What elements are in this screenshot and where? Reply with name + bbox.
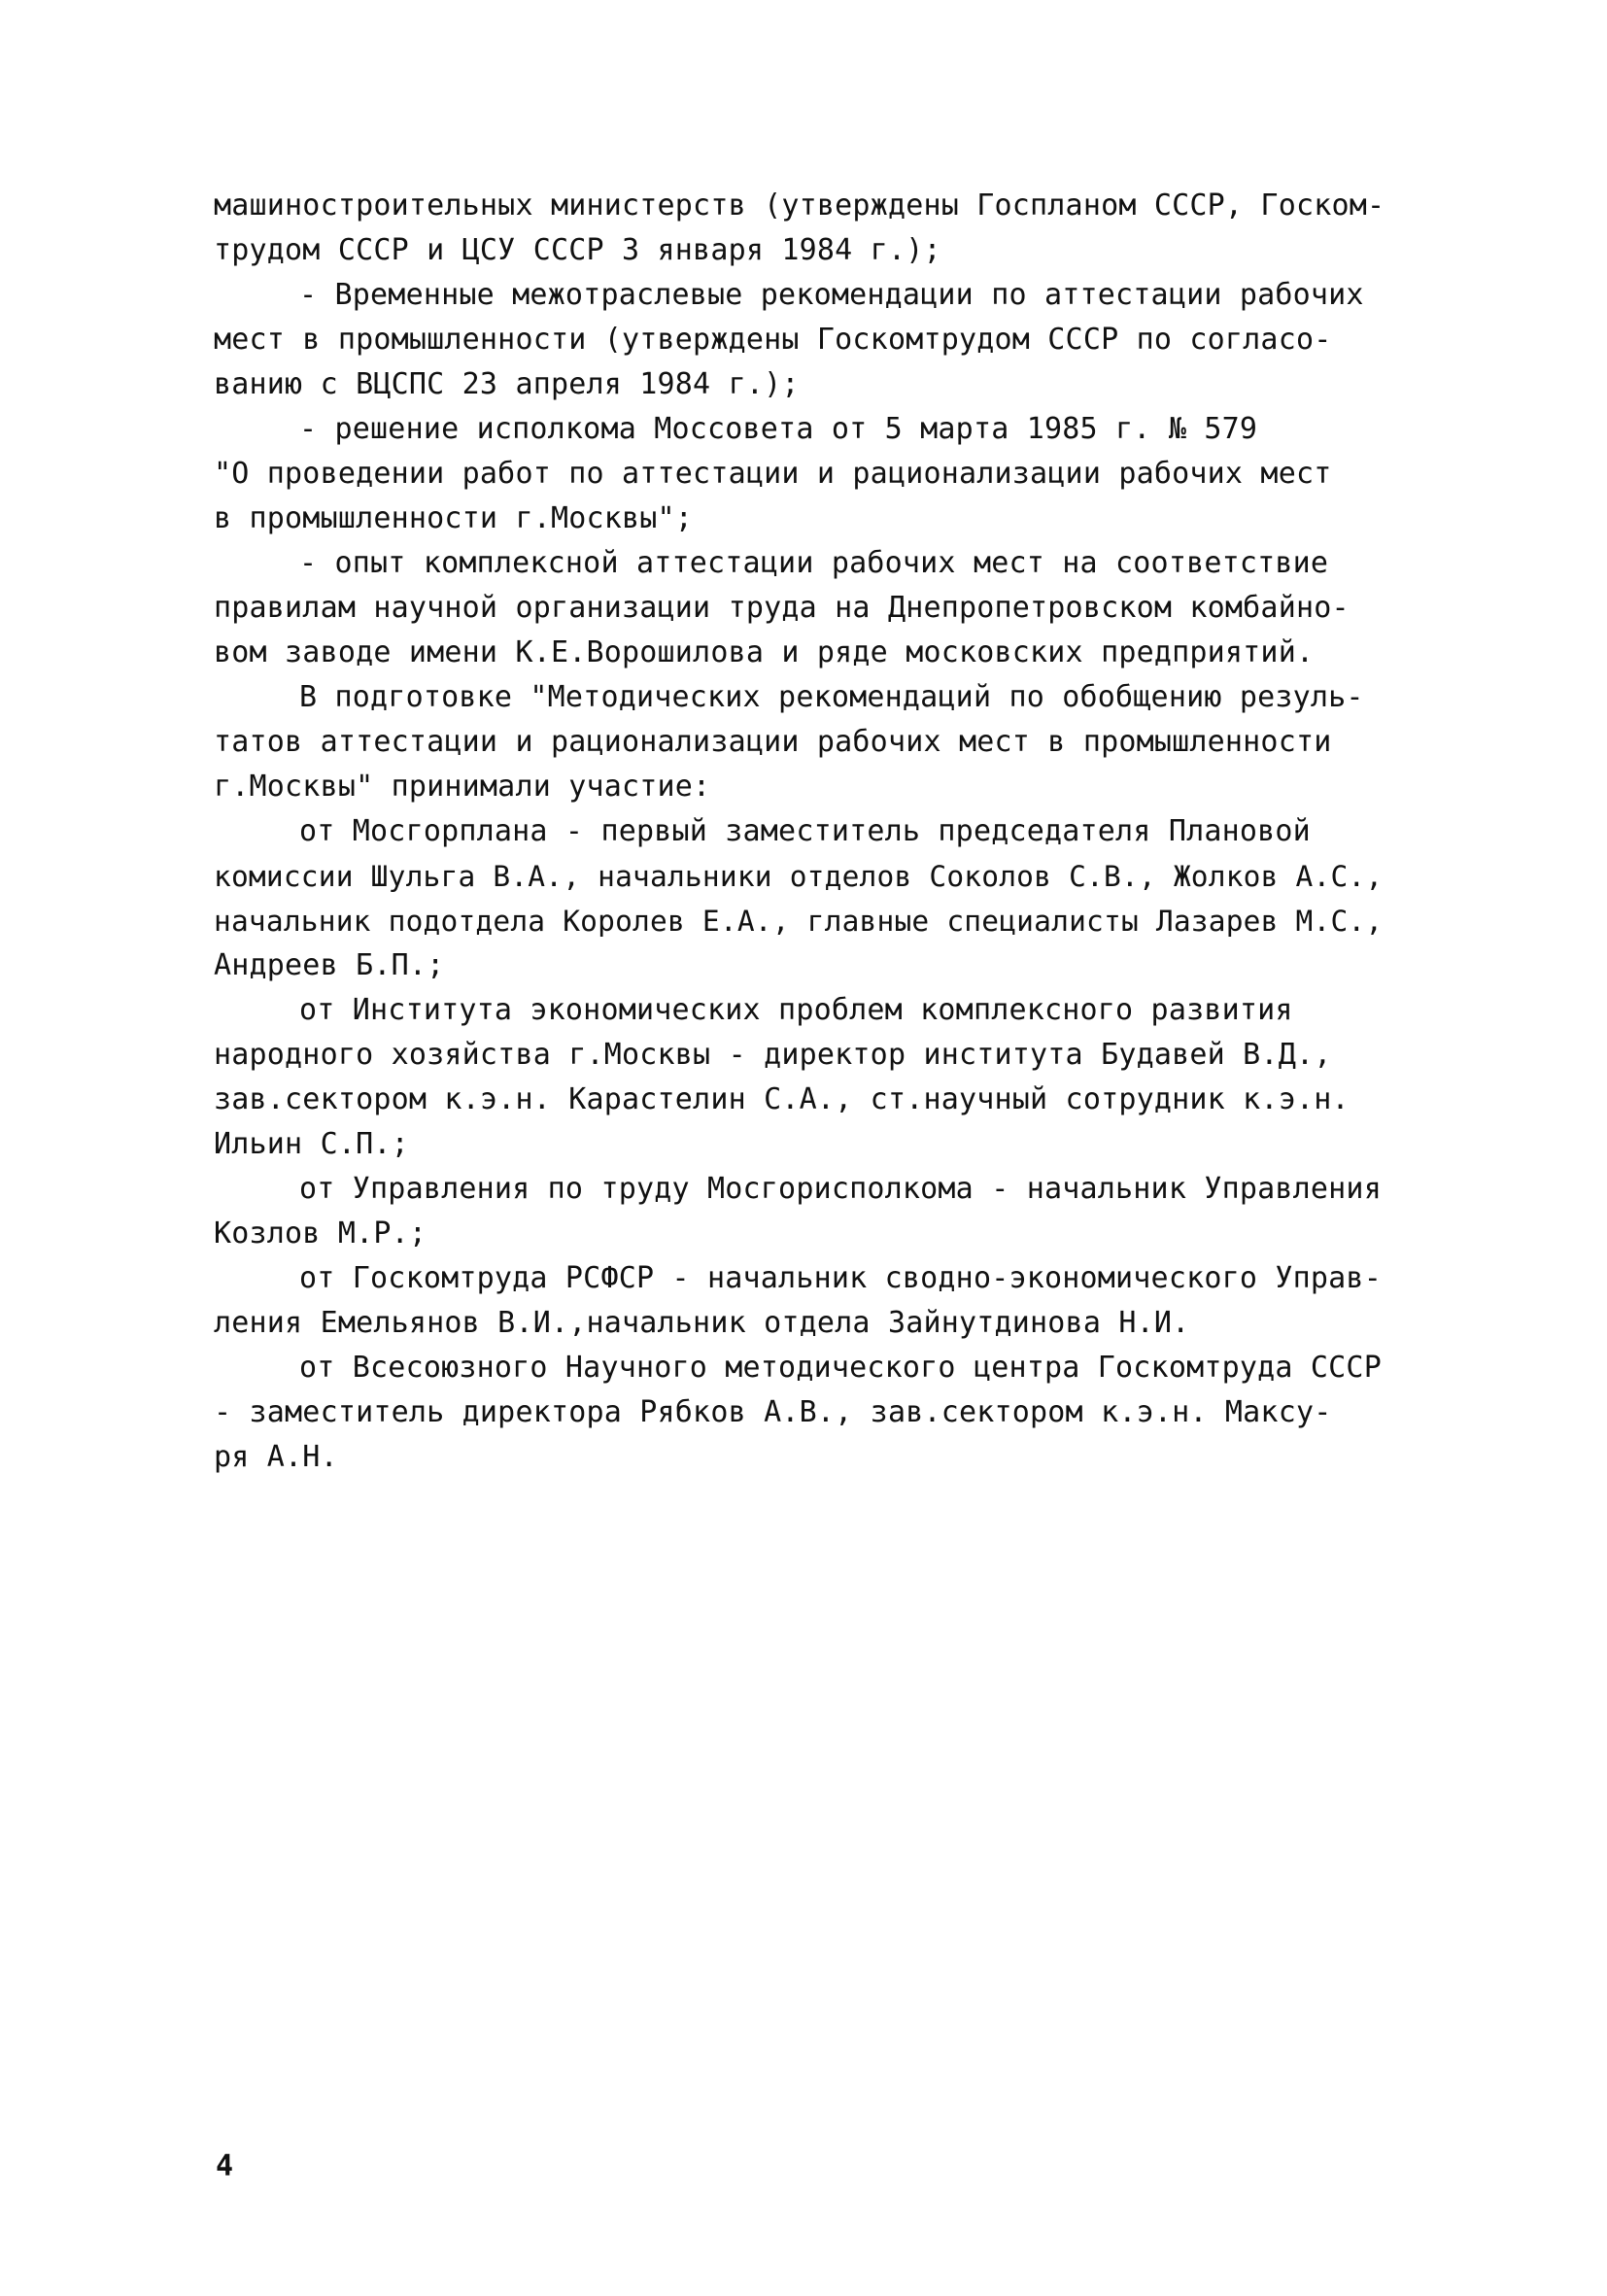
- text-line: В подготовке "Методических рекомендаций по обобщению резуль-: [299, 680, 1364, 714]
- text-line: ления Емельянов В.И.,начальник отдела Зайнутдинова Н.И.: [214, 1306, 1190, 1340]
- text-line: ря А.Н.: [214, 1440, 338, 1474]
- text-line: ванию с ВЦСПС 23 апреля 1984 г.);: [214, 367, 800, 401]
- text-line: - Временные межотраслевые рекомендации по аттестации рабочих: [299, 278, 1364, 312]
- text-line: в промышленности г.Москвы";: [214, 501, 694, 535]
- text-line: машиностроительных министерств (утверждены Госпланом СССР, Госком-: [214, 188, 1385, 223]
- text-line: - решение исполкома Моссовета от 5 марта 1985 г. № 579: [299, 412, 1258, 446]
- text-line: Андреев Б.П.;: [214, 948, 445, 982]
- text-line: зав.сектором к.э.н. Карастелин С.А., ст.научный сотрудник к.э.н.: [214, 1082, 1350, 1116]
- text-line: от Института экономических проблем комплексного развития: [299, 993, 1293, 1027]
- text-line: Ильин С.П.;: [214, 1127, 409, 1161]
- text-line: трудом СССР и ЦСУ СССР 3 января 1984 г.);: [214, 233, 941, 267]
- text-line: комиссии Шульга В.А., начальники отделов Соколов С.В., Жолков А.С.,: [214, 860, 1384, 893]
- text-line: г.Москвы" принимали участие:: [214, 770, 711, 804]
- text-line: народного хозяйства г.Москвы - директор института Будавей В.Д.,: [214, 1038, 1332, 1072]
- text-line: правилам научной организации труда на Днепропетровском комбайно-: [214, 591, 1350, 625]
- text-line: вом заводе имени К.Е.Ворошилова и ряде московских предприятий.: [214, 635, 1315, 669]
- text-line: - заместитель директора Рябков А.В., зав.сектором к.э.н. Максу-: [214, 1395, 1332, 1429]
- text-line: татов аттестации и рационализации рабочих мест в промышленности: [214, 725, 1332, 759]
- text-line: от Управления по труду Мосгорисполкома - начальник Управления: [299, 1172, 1382, 1206]
- text-line: Козлов М.Р.;: [214, 1217, 427, 1251]
- text-line: от Мосгорплана - первый заместитель председателя Плановой: [299, 814, 1311, 848]
- page-number: 4: [216, 2149, 234, 2183]
- text-line: от Госкомтруда РСФСР - начальник сводно-экономического Управ-: [299, 1261, 1382, 1295]
- text-line: от Всесоюзного Научного методического центра Госкомтруда СССР: [299, 1351, 1382, 1385]
- text-line: начальник подотдела Королев Е.А., главные специалисты Лазарев М.С.,: [214, 905, 1384, 938]
- text-line: - опыт комплексной аттестации рабочих мест на соответствие: [299, 546, 1329, 580]
- text-line: мест в промышленности (утверждены Госкомтрудом СССР по согласо-: [214, 323, 1332, 357]
- text-line: "О проведении работ по аттестации и рационализации рабочих мест: [214, 457, 1332, 491]
